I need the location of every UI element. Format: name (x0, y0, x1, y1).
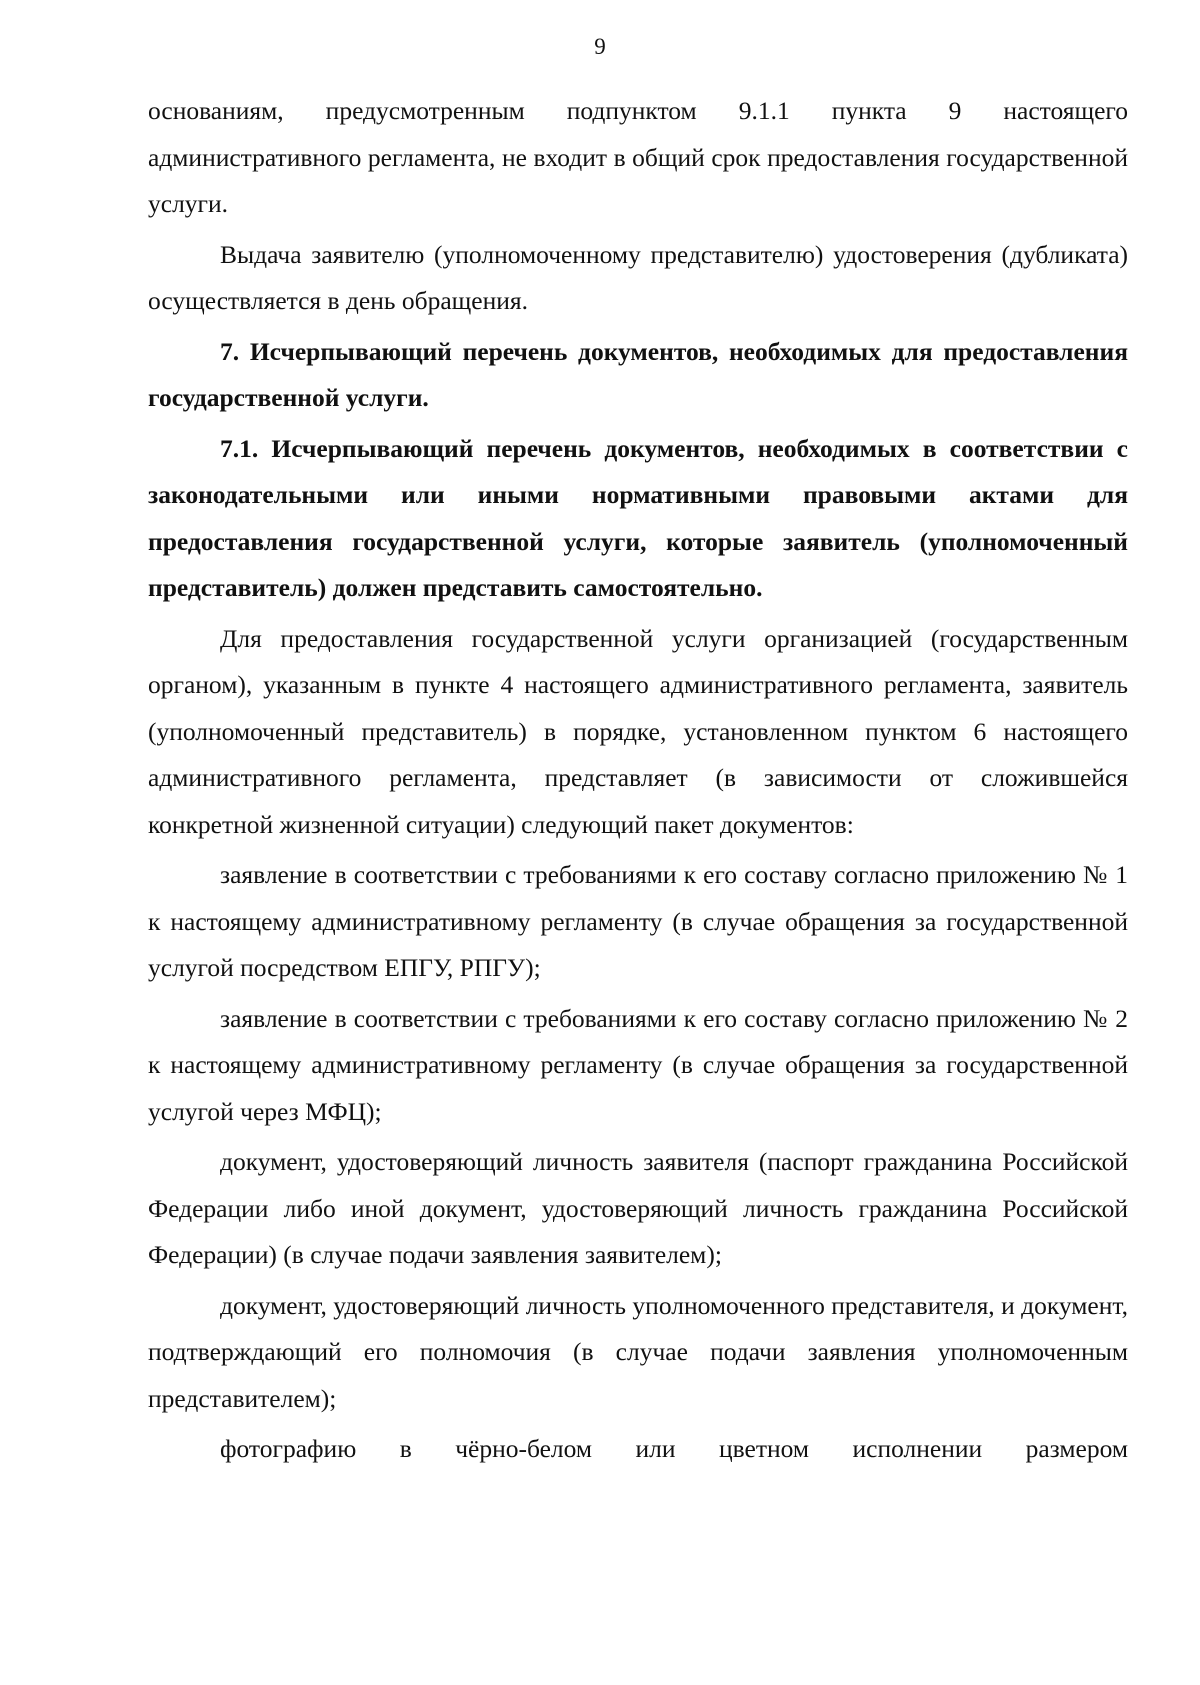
paragraph-document-package: Для предоставления государственной услуги организацией (государственным органом), указанным в пункте 4 настоящего административного регламента, заявитель (уполномоченный представитель) в порядке, установленном пунктом 6 настоящего административного регламента, представляет (в зависимости от сложившейся конкретной жизненной ситуации) следующий пакет документов: (148, 623, 1128, 839)
paragraph-issuance: Выдача заявителю (уполномоченному представителю) удостоверения (дубликата) осуществляется в день обращения. (148, 239, 1128, 315)
paragraph-continuation: основаниям, предусмотренным подпунктом 9.1.1 пункта 9 настоящего административного регламента, не входит в общий срок предоставления государственной услуги. (148, 96, 1128, 218)
list-item-application-epgu: заявление в соответствии с требованиями к его составу согласно приложению № 1 к настоящему административному регламенту (в случае обращения за государственной услугой посредством ЕПГУ, РПГУ); (148, 860, 1128, 982)
list-item-applicant-id: документ, удостоверяющий личность заявителя (паспорт гражданина Российской Федерации либо иной документ, удостоверяющий личность гражданина Российской Федерации) (в случае подачи заявления заявителем); (148, 1147, 1128, 1269)
document-body (148, 88, 1128, 1473)
section-heading-7: 7. Исчерпывающий перечень документов, необходимых для предоставления государственной услуги. (148, 336, 1128, 412)
list-item-photo: фотографию в чёрно-белом или цветном исполнении размером (220, 1434, 1128, 1463)
list-item-application-mfc: заявление в соответствии с требованиями к его составу согласно приложению № 2 к настоящему административному регламенту (в случае обращения за государственной услугой через МФЦ); (148, 1003, 1128, 1126)
page-number: 9 (594, 34, 606, 59)
subsection-heading-7-1: 7.1. Исчерпывающий перечень документов, необходимых в соответствии с законодательными или иными нормативными правовыми актами для предоставления государственной услуги, которые заявитель (уполномоченный представитель) должен представить самостоятельно. (148, 433, 1128, 602)
list-item-representative-id: документ, удостоверяющий личность уполномоченного представителя, и документ, подтверждающий его полномочия (в случае подачи заявления уполномоченным представителем); (148, 1290, 1128, 1413)
